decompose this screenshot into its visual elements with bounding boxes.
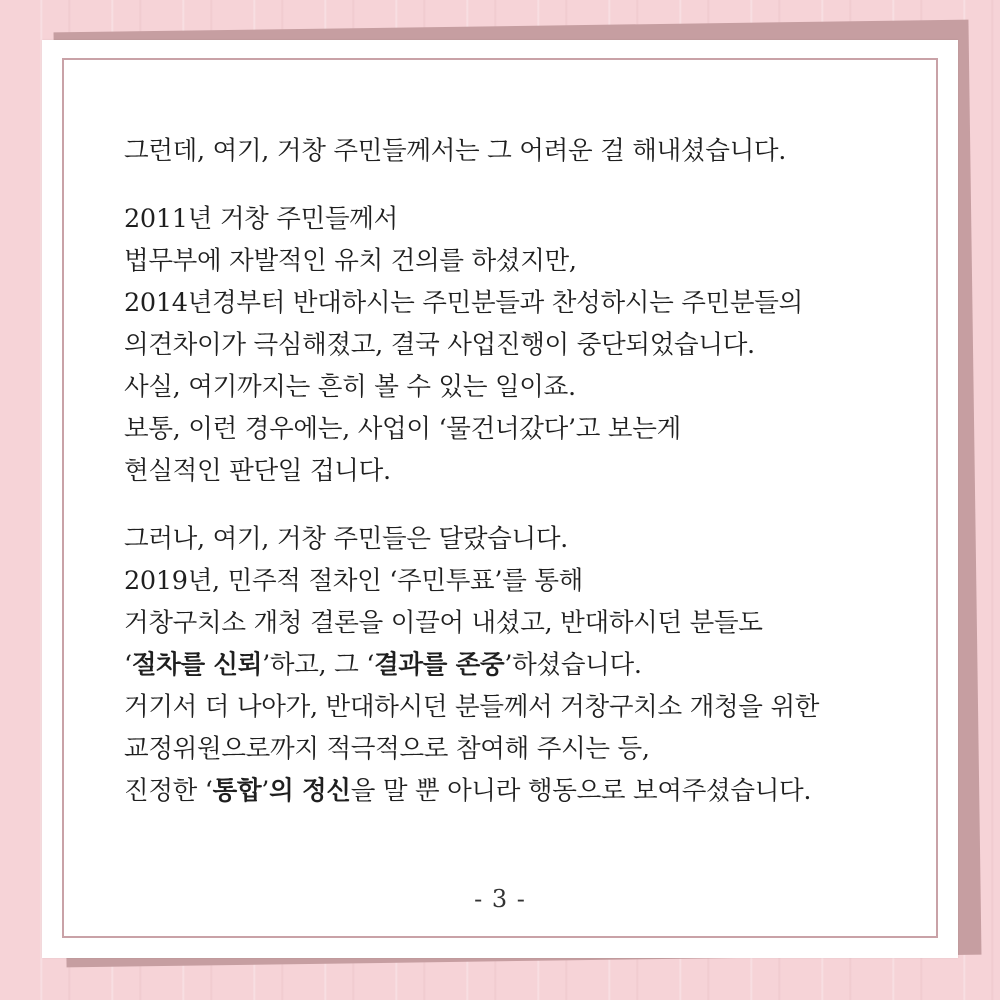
paragraph-history	[124, 198, 904, 492]
text-segment: ‘	[124, 650, 132, 680]
text-segment: 진정한 ‘	[124, 776, 213, 806]
text-line: 보통, 이런 경우에는, 사업이 ‘물건너갔다’고 보는게	[124, 414, 681, 444]
text-line: 거기서 더 나아가, 반대하시던 분들께서 거창구치소 개청을 위한	[124, 692, 820, 722]
text-line-with-emphasis	[124, 770, 904, 812]
text-segment: ’	[261, 776, 270, 806]
text-line: 2014년경부터 반대하시는 주민분들과 찬성하시는 주민분들의	[124, 288, 803, 318]
text-line: 2019년, 민주적 절차인 ‘주민투표’를 통해	[124, 566, 583, 596]
emphasis-integration: 통합	[212, 776, 262, 806]
page-content	[124, 130, 904, 838]
emphasis-respect-result: 결과를 존중	[374, 650, 505, 680]
text-line: 거창구치소 개청 결론을 이끌어 내셨고, 반대하시던 분들도	[124, 608, 763, 638]
paragraph-intro	[124, 130, 904, 172]
text-line: 의견차이가 극심해졌고, 결국 사업진행이 중단되었습니다.	[124, 330, 755, 360]
text-line: 2011년 거창 주민들께서	[124, 204, 398, 234]
emphasis-trust-procedure: 절차를 신뢰	[131, 650, 263, 680]
text-segment: ’하고, 그 ‘	[262, 650, 375, 680]
text-segment: 을 말 뿐 아니라 행동으로 보여주셨습니다.	[350, 776, 812, 806]
text-line: 현실적인 판단일 겁니다.	[124, 456, 391, 486]
text-line: 사실, 여기까지는 흔히 볼 수 있는 일이죠.	[124, 372, 576, 402]
text-line: 법무부에 자발적인 유치 건의를 하셨지만,	[124, 246, 577, 276]
text-segment: ’하셨습니다.	[504, 650, 642, 680]
paragraph-outcome	[124, 518, 904, 812]
page-number: - 3 -	[474, 885, 526, 913]
page-card	[42, 40, 958, 958]
text-line: 그런데, 여기, 거창 주민들께서는 그 어려운 걸 해내셨습니다.	[124, 136, 787, 166]
text-line: 교정위원으로까지 적극적으로 참여해 주시는 등,	[124, 734, 650, 764]
text-line-with-emphasis	[124, 644, 904, 686]
text-line: 그러나, 여기, 거창 주민들은 달랐습니다.	[124, 524, 568, 554]
emphasis-spirit: 의 정신	[269, 776, 351, 806]
